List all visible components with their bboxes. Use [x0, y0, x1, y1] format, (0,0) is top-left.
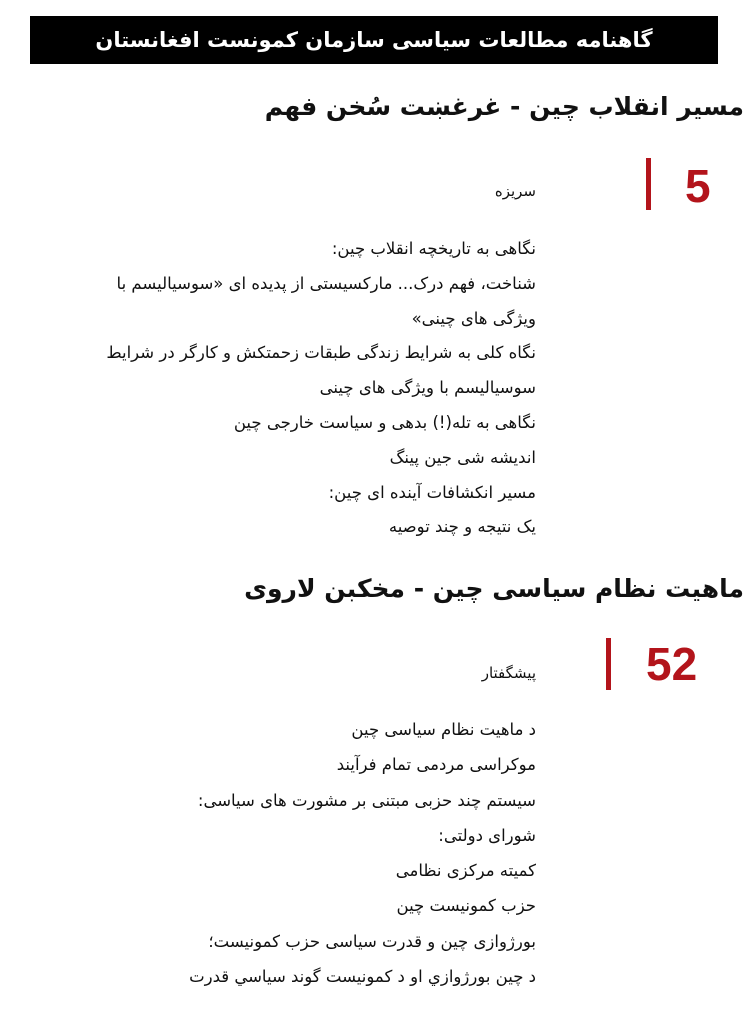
toc-item[interactable]: نگاه کلی به شرایط زندگی طبقات زحمتکش و کارگر در شرایط — [106, 343, 536, 363]
toc-item[interactable]: اندیشه شی جین پینگ — [389, 447, 536, 467]
toc-item[interactable]: موکراسی مردمی تمام فرآیند — [336, 755, 536, 775]
toc-item[interactable]: شورای دولتی: — [438, 825, 536, 845]
article-title-2: ماهیت نظام سیاسی چین - مخکبن لاروی — [244, 574, 744, 603]
toc-item[interactable]: سوسیالیسم با ویژگی های چینی — [319, 378, 536, 398]
magazine-header — [30, 16, 718, 64]
page-divider-2 — [606, 638, 611, 690]
toc-item[interactable]: مسیر انکشافات آینده ای چین: — [328, 482, 536, 502]
toc-item[interactable]: د ماهیت نظام سیاسی چین — [351, 720, 536, 739]
section-label-1: سریزه — [494, 182, 536, 200]
toc-list-2 — [116, 712, 536, 994]
toc-item[interactable]: بورژوازی چین و قدرت سیاسی حزب کمونیست؛ — [208, 931, 536, 951]
toc-item[interactable]: یک نتیجه و چند توصیه — [388, 517, 536, 537]
toc-item[interactable]: نگاهی به تاریخچه انقلاب چین: — [331, 239, 536, 258]
toc-list-1 — [106, 232, 536, 545]
page-number-1: 5 — [685, 160, 711, 212]
article-title-1: مسیر انقلاب چین - غرغښت سُخن فهم — [264, 92, 744, 121]
magazine-title: گاهنامه مطالعات سیاسی سازمان کمونست افغانستان — [95, 28, 653, 52]
toc-item[interactable]: نگاهی به تله(!) بدهی و سیاست خارجی چین — [233, 412, 536, 432]
page-number-2: 52 — [646, 638, 698, 690]
toc-item[interactable]: سیستم چند حزبی مبتنی بر مشورت های سیاسی: — [197, 790, 536, 810]
section-label-2: پیشگفتار — [481, 664, 536, 682]
toc-item[interactable]: کمیته مرکزی نظامی — [395, 861, 536, 881]
toc-item[interactable]: حزب کمونیست چین — [396, 896, 536, 916]
toc-item[interactable]: ویژگی های چینی» — [411, 308, 536, 328]
toc-item[interactable]: د چین بورژوازي او د کمونیست گوند سیاسي قدرت — [189, 967, 536, 987]
page-divider-1 — [646, 158, 651, 210]
toc-item[interactable]: شناخت، فهم درک... مارکسیستی از پدیده ای «سوسیالیسم با — [116, 273, 536, 293]
